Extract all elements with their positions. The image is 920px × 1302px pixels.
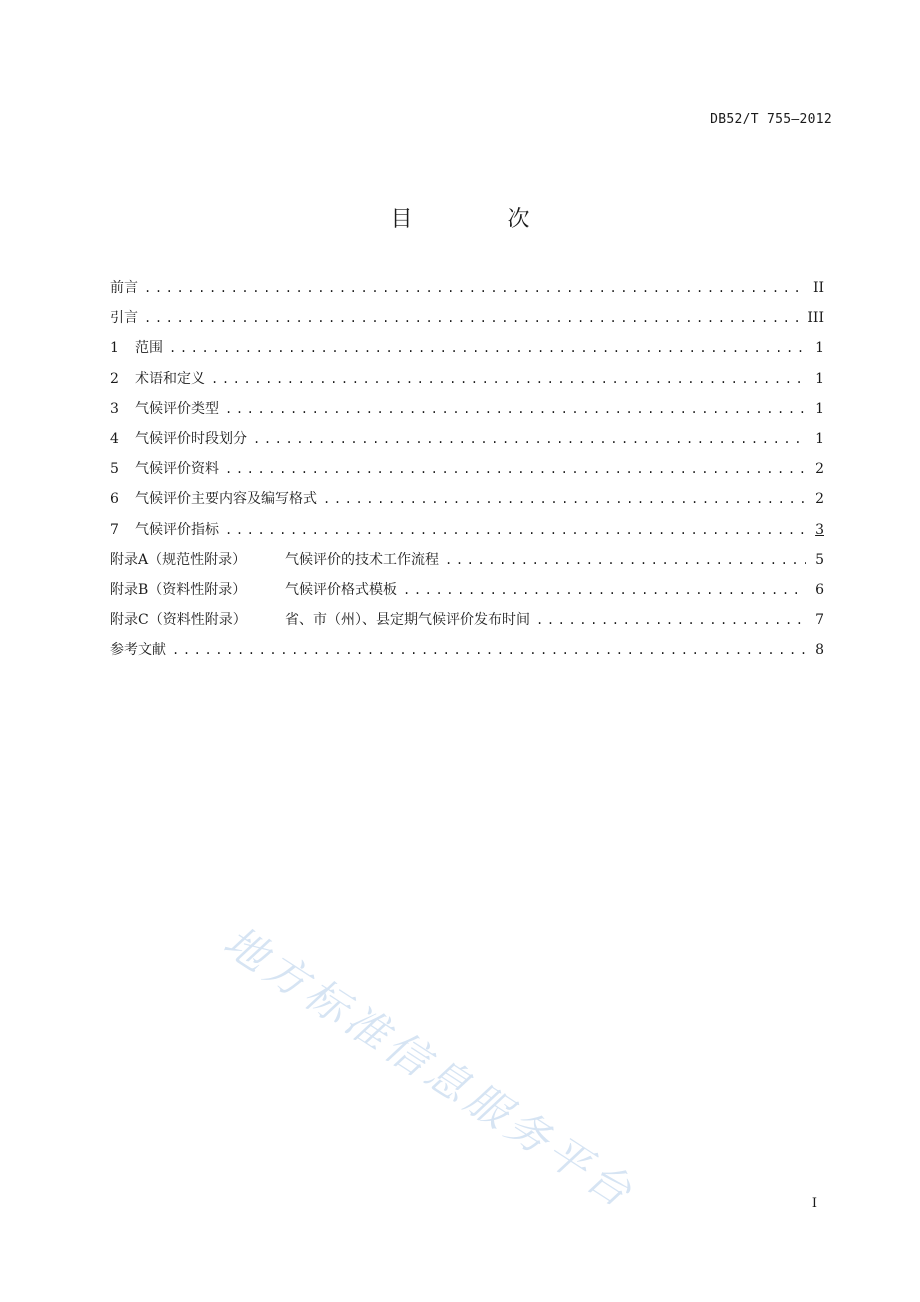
- toc-entry-page: 1: [815, 430, 824, 447]
- toc-entry-references[interactable]: [110, 640, 824, 670]
- toc-entry-page: 1: [815, 400, 824, 417]
- toc-entry-text: 气候评价格式模板: [285, 581, 397, 598]
- toc-leader-dots: [211, 369, 806, 389]
- toc-entry-2[interactable]: [110, 369, 824, 399]
- toc-entry-number: 6: [110, 491, 119, 508]
- toc-entry-4[interactable]: [110, 429, 824, 459]
- toc-entry-page: 2: [815, 461, 824, 478]
- toc-entry-5[interactable]: [110, 459, 824, 489]
- toc-leader-dots: [144, 308, 801, 328]
- toc-leader-dots: [323, 489, 806, 509]
- toc-entry-appendix-b[interactable]: [110, 580, 824, 610]
- toc-entry-text: 气候评价指标: [135, 521, 219, 538]
- toc-entry-text: 参考文献: [110, 642, 166, 659]
- toc-appendix-label: 附录B（资料性附录）: [110, 581, 247, 598]
- toc-entry-7[interactable]: [110, 520, 824, 550]
- toc-entry-page: 7: [815, 612, 824, 629]
- toc-leader-dots: [536, 610, 806, 630]
- toc-entry-page: 1: [815, 340, 824, 357]
- toc-entry-page: 8: [815, 642, 824, 659]
- toc-entry-page: 5: [815, 551, 824, 568]
- toc-leader-dots: [253, 429, 806, 449]
- toc-entry-number: 4: [110, 430, 119, 447]
- toc-entry-number: 1: [110, 340, 119, 357]
- toc-entry-page: II: [812, 280, 824, 296]
- toc-entry-text: 前言: [110, 280, 138, 296]
- toc-leader-dots: [445, 550, 806, 570]
- toc-leader-dots: [225, 399, 806, 419]
- toc-appendix-label: 附录A（规范性附录）: [110, 551, 247, 568]
- toc-entry-number: 3: [110, 400, 119, 417]
- toc-entry-introduction[interactable]: [110, 308, 824, 338]
- toc-entry-text: 气候评价主要内容及编写格式: [135, 491, 317, 508]
- toc-entry-text: 术语和定义: [135, 370, 205, 387]
- toc-entry-page: 2: [815, 491, 824, 508]
- toc-entry-text: 气候评价的技术工作流程: [285, 551, 439, 568]
- toc-entry-text: 省、市（州）、县定期气候评价发布时间: [285, 612, 530, 629]
- toc-entry-page: III: [807, 310, 824, 327]
- toc-entry-appendix-a[interactable]: [110, 550, 824, 580]
- toc-entry-3[interactable]: [110, 399, 824, 429]
- toc-entry-page: 1: [815, 370, 824, 387]
- toc-entry-page: 3: [815, 521, 824, 538]
- watermark: 地方标准信息服务平台: [215, 916, 645, 1220]
- table-of-contents: [110, 278, 824, 670]
- toc-leader-dots: [225, 520, 806, 540]
- toc-entry-appendix-c[interactable]: [110, 610, 824, 640]
- page-number: I: [811, 1196, 817, 1211]
- toc-appendix-label: 附录C（资料性附录）: [110, 612, 247, 629]
- toc-entry-number: 5: [110, 461, 119, 478]
- standard-code: DB52/T 755—2012: [710, 112, 832, 127]
- toc-entry-1[interactable]: [110, 338, 824, 368]
- toc-title: 目 次: [390, 207, 574, 232]
- toc-entry-page: 6: [815, 581, 824, 598]
- toc-entry-text: 气候评价类型: [135, 400, 219, 417]
- toc-entry-text: 范围: [135, 340, 163, 357]
- toc-leader-dots: [172, 640, 806, 660]
- toc-leader-dots: [225, 459, 806, 479]
- toc-entry-text: 引言: [110, 310, 138, 327]
- toc-entry-text: 气候评价资料: [135, 461, 219, 478]
- toc-entry-text: 气候评价时段划分: [135, 430, 247, 447]
- toc-entry-preface[interactable]: [110, 278, 824, 308]
- toc-leader-dots: [144, 278, 806, 298]
- toc-entry-number: 7: [110, 521, 119, 538]
- toc-leader-dots: [403, 580, 806, 600]
- toc-leader-dots: [169, 338, 806, 358]
- toc-entry-6[interactable]: [110, 489, 824, 519]
- toc-entry-number: 2: [110, 370, 119, 387]
